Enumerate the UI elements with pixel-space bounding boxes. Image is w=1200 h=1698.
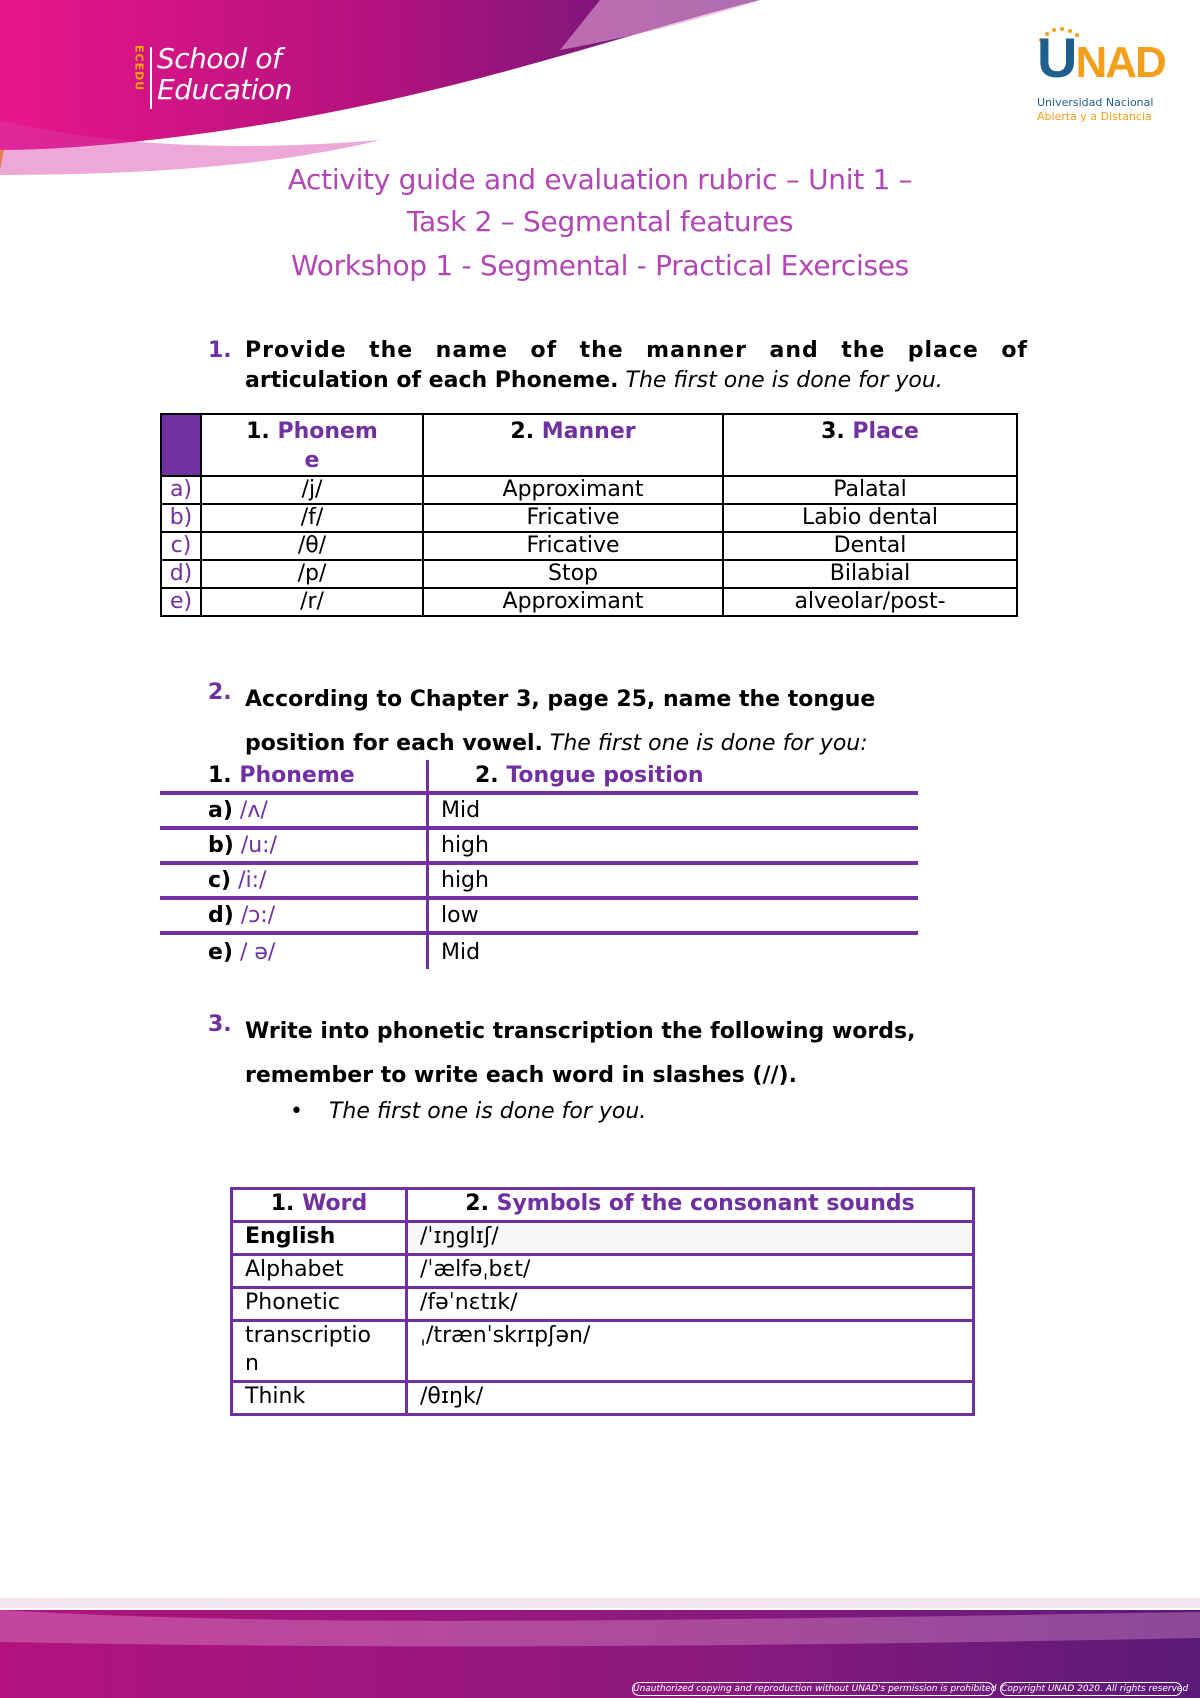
word-cell: Alphabet xyxy=(232,1255,407,1288)
phoneme-cell: /r/ xyxy=(201,588,423,616)
phoneme-cell: c) /i:/ xyxy=(160,863,428,898)
unad-wordmark xyxy=(1037,26,1165,91)
place-cell: Labio dental xyxy=(723,504,1017,532)
question-1-number: 1. xyxy=(208,338,232,363)
manner-cell: Approximant xyxy=(423,476,723,504)
tongue-position-table xyxy=(160,760,918,969)
phoneme-cell: e) / ə/ xyxy=(160,933,428,969)
question-2-text xyxy=(245,678,1028,766)
question-3-line2: remember to write each word in slashes (//). xyxy=(245,1063,797,1088)
question-2-line1: According to Chapter 3, page 25, name the tongue xyxy=(245,687,876,712)
header-tongue-position: 2. Tongue position xyxy=(428,760,919,793)
transcription-table xyxy=(230,1187,975,1416)
table-row xyxy=(160,898,918,933)
table-row xyxy=(160,793,918,828)
title-line2: Task 2 – Segmental features xyxy=(406,205,794,238)
place-cell: Bilabial xyxy=(723,560,1017,588)
table-row xyxy=(160,828,918,863)
header-phoneme: 1. Phonem e xyxy=(201,414,423,476)
table-row xyxy=(161,532,1017,560)
unad-name-line1: Universidad Nacional xyxy=(1037,96,1154,109)
question-3-number: 3. xyxy=(208,1012,232,1037)
header-word: 1. Word xyxy=(232,1189,407,1222)
header-symbols: 2. Symbols of the consonant sounds xyxy=(407,1189,974,1222)
phoneme-cell: d) /ɔ:/ xyxy=(160,898,428,933)
manner-cell: Stop xyxy=(423,560,723,588)
title-line1: Activity guide and evaluation rubric – Unit 1 – xyxy=(287,163,913,196)
manner-cell: Approximant xyxy=(423,588,723,616)
symbols-cell: /ˈɪŋglɪʃ/ xyxy=(407,1222,974,1255)
position-cell: low xyxy=(428,898,919,933)
table-row xyxy=(161,476,1017,504)
table-row xyxy=(161,504,1017,532)
question-3-line1: Write into phonetic transcription the following words, xyxy=(245,1019,916,1044)
symbols-cell: /fəˈnɛtɪk/ xyxy=(407,1288,974,1321)
table-header-row xyxy=(160,760,918,793)
table-row xyxy=(232,1222,974,1255)
footer-copyright: Copyright UNAD 2020. All rights reserved xyxy=(1001,1684,1189,1694)
footer-notice: Unauthorized copying and reproduction without UNAD's permission is prohibited xyxy=(633,1684,997,1694)
position-cell: Mid xyxy=(428,793,919,828)
question-2-line2: position for each vowel. The first one is done for you: xyxy=(245,731,868,756)
place-cell: Palatal xyxy=(723,476,1017,504)
phoneme-cell: /j/ xyxy=(201,476,423,504)
table-row xyxy=(161,560,1017,588)
table-header-row xyxy=(161,414,1017,476)
table-row xyxy=(160,933,918,969)
phoneme-cell: a) /ʌ/ xyxy=(160,793,428,828)
school-line2: Education xyxy=(157,73,292,106)
phoneme-cell: /p/ xyxy=(201,560,423,588)
title-line3: Workshop 1 - Segmental - Practical Exercises xyxy=(291,249,909,282)
table-row xyxy=(232,1382,974,1415)
table-row xyxy=(232,1321,974,1382)
ecedu-text: ECEDU xyxy=(132,45,146,92)
place-cell: Dental xyxy=(723,532,1017,560)
word-cell: transcriptio n xyxy=(232,1321,407,1382)
row-index: d) xyxy=(161,560,201,588)
word-cell: Phonetic xyxy=(232,1288,407,1321)
phoneme-cell: /f/ xyxy=(201,504,423,532)
row-index: c) xyxy=(161,532,201,560)
phoneme-cell: /θ/ xyxy=(201,532,423,560)
manner-cell: Fricative xyxy=(423,504,723,532)
position-cell: high xyxy=(428,863,919,898)
bullet-icon: • xyxy=(290,1099,303,1124)
unad-u: U xyxy=(1037,26,1076,89)
table-row xyxy=(232,1255,974,1288)
question-3-text xyxy=(245,1010,1028,1098)
row-index: a) xyxy=(161,476,201,504)
manner-place-table xyxy=(160,413,1018,617)
school-line1: School of xyxy=(157,42,282,75)
question-1-line2: articulation of each Phoneme. The first one is done for you. xyxy=(245,368,943,393)
school-name xyxy=(157,43,292,105)
phoneme-cell: b) /u:/ xyxy=(160,828,428,863)
place-cell: alveolar/post- xyxy=(723,588,1017,616)
symbols-cell: ˌ/trænˈskrɪpʃən/ xyxy=(407,1321,974,1382)
question-2-number: 2. xyxy=(208,680,232,705)
word-cell: English xyxy=(232,1222,407,1255)
table-row xyxy=(161,588,1017,616)
question-3-bullet: • The first one is done for you. xyxy=(290,1099,647,1124)
logo-divider xyxy=(150,47,152,109)
word-cell: Think xyxy=(232,1382,407,1415)
symbols-cell: /θɪŋk/ xyxy=(407,1382,974,1415)
row-index: e) xyxy=(161,588,201,616)
position-cell: high xyxy=(428,828,919,863)
header-phoneme: 1. Phoneme xyxy=(160,760,428,793)
table-row xyxy=(232,1288,974,1321)
header-place: 3. Place xyxy=(723,414,1017,476)
header-manner: 2. Manner xyxy=(423,414,723,476)
table-row xyxy=(160,863,918,898)
row-index: b) xyxy=(161,504,201,532)
table-corner-cell xyxy=(161,414,201,476)
symbols-cell: /ˈælfəˌbɛt/ xyxy=(407,1255,974,1288)
ecedu-vertical-label xyxy=(132,45,146,94)
table-header-row xyxy=(232,1189,974,1222)
question-1-text xyxy=(245,336,1028,396)
manner-cell: Fricative xyxy=(423,532,723,560)
unad-name-line2: Abierta y a Distancia xyxy=(1037,110,1152,123)
unad-nad: NAD xyxy=(1075,38,1165,87)
position-cell: Mid xyxy=(441,939,481,965)
question-1-line1: Provide the name of the manner and the place of xyxy=(245,338,1028,363)
